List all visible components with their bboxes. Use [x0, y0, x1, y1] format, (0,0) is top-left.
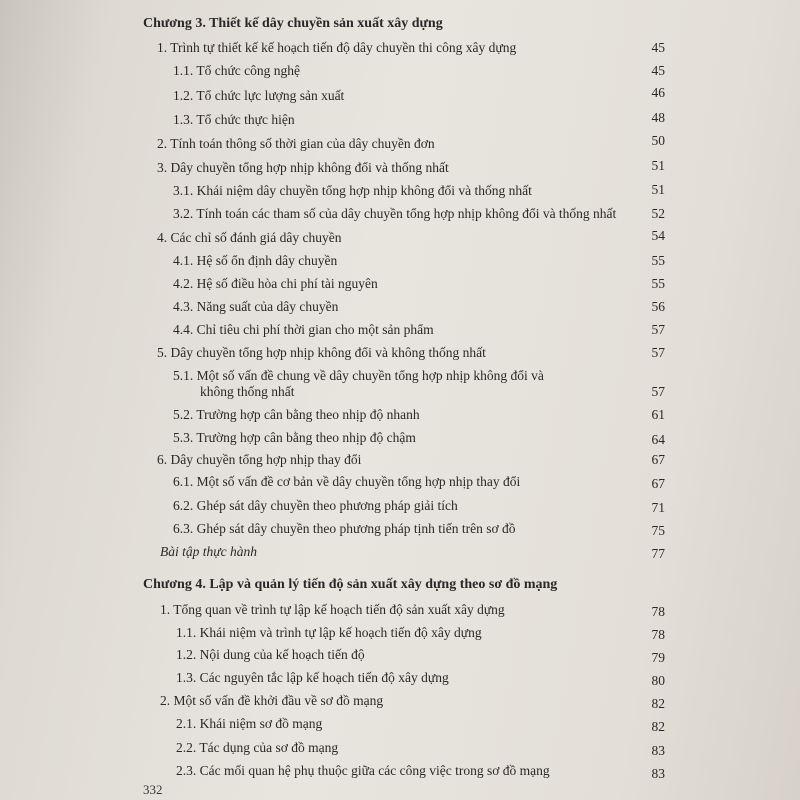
toc-entry: 1.3. Tổ chức thực hiện	[173, 112, 295, 127]
toc-entry: 1.2. Nội dung của kế hoạch tiến độ	[176, 647, 365, 662]
toc-entry: 2.2. Tác dụng của sơ đồ mạng	[176, 740, 339, 755]
toc-entry: 2. Một số vấn đề khởi đầu về sơ đồ mạng	[160, 693, 384, 708]
toc-entry: 5.2. Trường hợp cân bằng theo nhịp độ nhanh	[173, 407, 420, 422]
toc-entry: 3.2. Tính toán các tham số của dây chuyền tổng hợp nhịp không đổi và thống nhất	[173, 206, 617, 221]
chapter-title: Chương 4. Lập và quản lý tiến độ sản xuất xây dựng theo sơ đồ mạng	[143, 577, 558, 592]
toc-entry: 1.1. Tổ chức công nghệ	[173, 63, 301, 78]
toc-entry: 2.3. Các mối quan hệ phụ thuộc giữa các công việc trong sơ đồ mạng	[176, 763, 550, 778]
toc-page-number: 55	[651, 276, 665, 291]
toc-page-number: 83	[651, 743, 665, 758]
toc-page-number: 51	[651, 158, 665, 173]
toc-entry: 4.2. Hệ số điều hòa chi phí tài nguyên	[173, 276, 378, 291]
toc-page-number: 51	[651, 182, 665, 197]
toc-entry: 4.1. Hệ số ổn định dây chuyền	[173, 253, 338, 268]
toc-page-number: 54	[651, 228, 665, 243]
toc-page-number: 75	[651, 523, 665, 538]
toc-page-number: 82	[651, 719, 665, 734]
toc-entry: 5.1. Một số vấn đề chung về dây chuyền tổng hợp nhịp không đổi và	[173, 368, 544, 383]
toc-entry: 1. Trình tự thiết kế kế hoạch tiến độ dây chuyền thi công xây dựng	[157, 40, 517, 55]
toc-entry: 2. Tính toán thông số thời gian của dây chuyền đơn	[157, 136, 435, 151]
toc-page-number: 78	[651, 627, 665, 642]
toc-page-number: 48	[651, 110, 665, 125]
toc-page-number: 78	[651, 604, 665, 619]
chapter-title: Chương 3. Thiết kế dây chuyền sản xuất xây dựng	[143, 16, 443, 31]
toc-entry: 4. Các chỉ số đánh giá dây chuyền	[157, 230, 342, 245]
toc-page-number: 57	[651, 322, 665, 337]
toc-entry-exercises: Bài tập thực hành	[160, 544, 257, 559]
toc-entry: 3.1. Khái niệm dây chuyền tổng hợp nhịp không đổi và thống nhất	[173, 183, 532, 198]
toc-entry: 4.3. Năng suất của dây chuyền	[173, 299, 339, 314]
page-folio-number: 332	[143, 782, 163, 797]
toc-page-number: 45	[651, 40, 665, 55]
toc-page-number: 67	[651, 476, 665, 491]
toc-entry-continuation: không thống nhất	[200, 384, 295, 399]
toc-entry: 1.1. Khái niệm và trình tự lập kế hoạch tiến độ xây dựng	[176, 625, 482, 640]
toc-page-number: 45	[651, 63, 665, 78]
toc-page-number: 50	[651, 133, 665, 148]
toc-page-number: 71	[651, 500, 665, 515]
toc-page-number: 52	[651, 206, 665, 221]
toc-page-number: 57	[651, 384, 665, 399]
toc-entry: 1.2. Tổ chức lực lượng sản xuất	[173, 88, 345, 103]
toc-page-number: 79	[651, 650, 665, 665]
toc-page-number: 77	[651, 546, 665, 561]
toc-page-number: 46	[651, 85, 665, 100]
toc-entry: 6. Dây chuyền tổng hợp nhịp thay đổi	[157, 452, 362, 467]
toc-page-number: 55	[651, 253, 665, 268]
toc-entry: 3. Dây chuyền tổng hợp nhịp không đổi và thống nhất	[157, 160, 449, 175]
toc-page-number: 57	[651, 345, 665, 360]
toc-entry: 6.1. Một số vấn đề cơ bản về dây chuyền tổng hợp nhịp thay đổi	[173, 474, 521, 489]
toc-entry: 6.3. Ghép sát dây chuyền theo phương pháp tịnh tiến trên sơ đồ	[173, 521, 516, 536]
toc-page-number: 61	[651, 407, 665, 422]
toc-entry: 1. Tổng quan về trình tự lập kế hoạch tiến độ sản xuất xây dựng	[160, 602, 505, 617]
toc-entry: 6.2. Ghép sát dây chuyền theo phương pháp giải tích	[173, 498, 458, 513]
toc-page-number: 56	[651, 299, 665, 314]
toc-entry: 4.4. Chỉ tiêu chi phí thời gian cho một sản phẩm	[173, 322, 434, 337]
toc-entry: 5.3. Trường hợp cân bằng theo nhịp độ chậm	[173, 430, 416, 445]
toc-page-number: 64	[651, 432, 665, 447]
toc-entry: 2.1. Khái niệm sơ đồ mạng	[176, 716, 323, 731]
toc-page-number: 82	[651, 696, 665, 711]
toc-entry: 5. Dây chuyền tổng hợp nhịp không đổi và không thống nhất	[157, 345, 486, 360]
toc-page-number: 67	[651, 452, 665, 467]
toc-page-number: 80	[651, 673, 665, 688]
toc-page-number: 83	[651, 766, 665, 781]
toc-entry: 1.3. Các nguyên tắc lập kế hoạch tiến độ xây dựng	[176, 670, 449, 685]
